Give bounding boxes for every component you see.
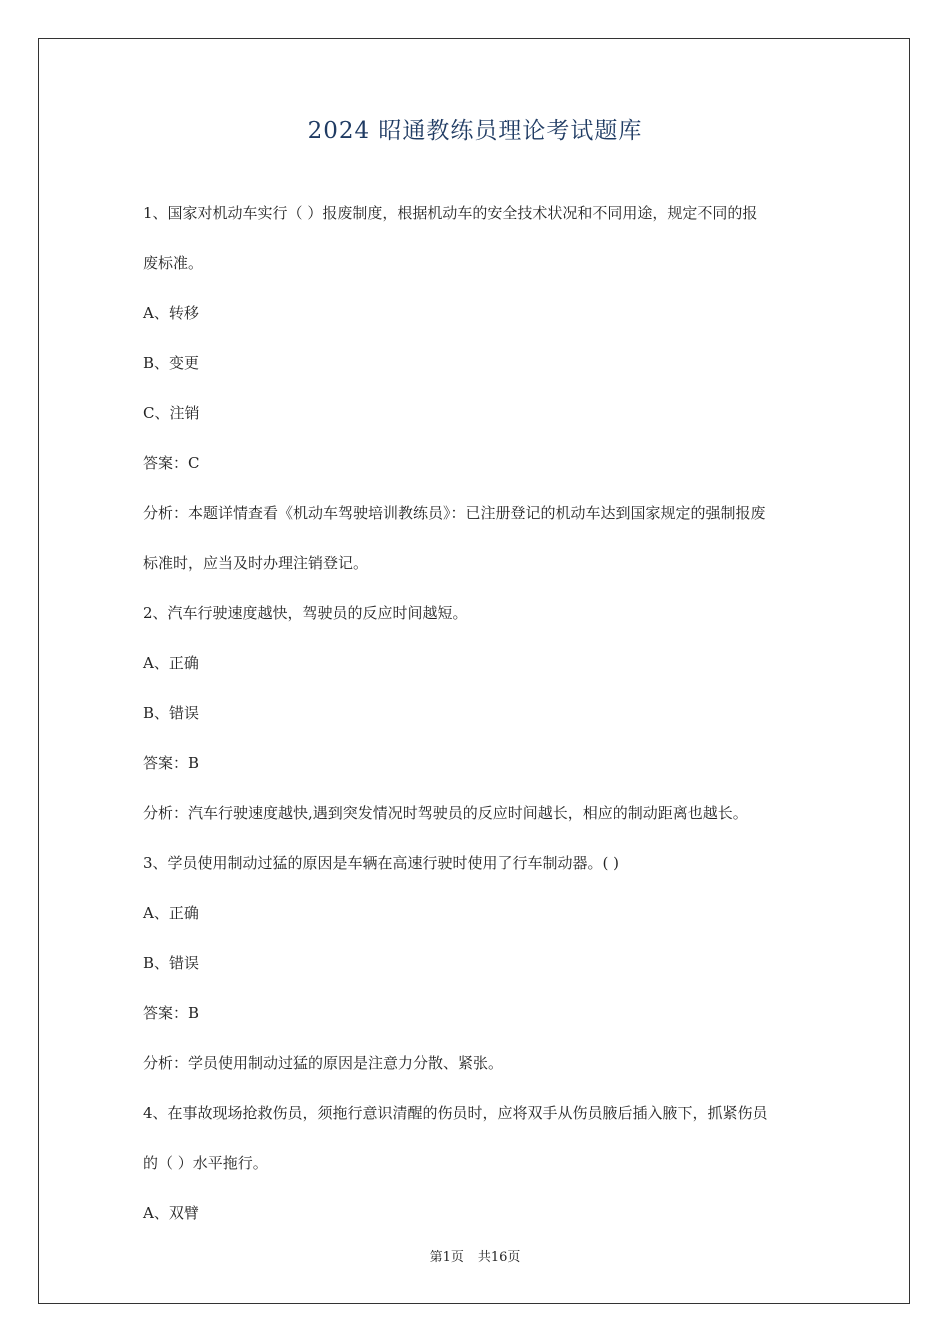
page-footer xyxy=(0,1246,950,1265)
page-total: 共16页 xyxy=(477,1250,521,1265)
option-line: A、双臂 xyxy=(143,1204,199,1222)
question-line: 3、学员使用制动过猛的原因是车辆在高速行驶时使用了行车制动器。( ) xyxy=(143,854,620,872)
question-line: 2、汽车行驶速度越快，驾驶员的反应时间越短。 xyxy=(143,604,468,622)
analysis-line: 分析：学员使用制动过猛的原因是注意力分散、紧张。 xyxy=(143,1054,504,1072)
question-line: 4、在事故现场抢救伤员，须拖行意识清醒的伤员时，应将双手从伤员腋后插入腋下，抓紧伤员 xyxy=(143,1104,768,1122)
document-title: 2024 昭通教练员理论考试题库 xyxy=(307,118,643,144)
analysis-line: 分析：汽车行驶速度越快,遇到突发情况时驾驶员的反应时间越长，相应的制动距离也越长。 xyxy=(143,804,748,822)
option-line: A、转移 xyxy=(143,304,199,322)
answer-line: 答案：B xyxy=(143,1004,200,1022)
option-line: B、错误 xyxy=(143,954,200,972)
question-content xyxy=(143,188,813,1238)
analysis-line: 标准时，应当及时办理注销登记。 xyxy=(143,554,369,572)
answer-line: 答案：B xyxy=(143,754,200,772)
analysis-line: 分析：本题详情查看《机动车驾驶培训教练员》：已注册登记的机动车达到国家规定的强制报废 xyxy=(143,504,766,522)
page-number: 第1页 xyxy=(429,1250,464,1265)
option-line: A、正确 xyxy=(143,904,199,922)
option-line: C、注销 xyxy=(143,404,200,422)
option-line: B、错误 xyxy=(143,704,200,722)
text-line: 1、国家对机动车实行（ ）报废制度，根据机动车的安全技术状况和不同用途，规定不同的报 xyxy=(143,204,758,222)
option-line: B、变更 xyxy=(143,354,200,372)
text-line: 废标准。 xyxy=(143,254,204,272)
answer-line: 答案：C xyxy=(143,454,200,472)
question-line: 的（ ）水平拖行。 xyxy=(143,1154,268,1172)
option-line: A、正确 xyxy=(143,654,199,672)
